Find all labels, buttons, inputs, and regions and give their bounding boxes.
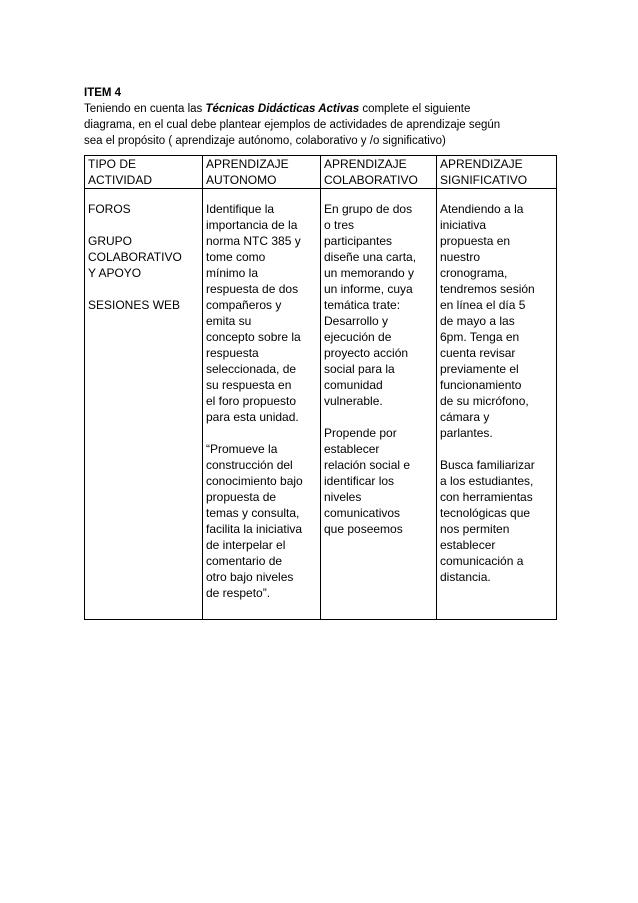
table-row [85,189,557,620]
cell-text-line: social para la [324,362,395,376]
cell-text-line: distancia. [440,570,491,584]
cell-text-line: previamente el [440,362,519,376]
cell-text-line: tendremos sesión [440,282,535,296]
cell-autonomo [203,189,321,620]
cell-colaborativo [321,189,437,620]
cell-text-line: ejecución de [324,330,392,344]
cell-text-line: de respeto”. [206,586,271,600]
intro-paragraph [84,101,556,149]
cell-text-line: un memorando y [324,266,415,280]
cell-text-line: con herramientas [440,490,533,504]
activity-foros: FOROS [88,202,131,216]
cell-tipo-actividad [85,189,203,620]
cell-text-line: conocimiento bajo [206,474,303,488]
significativo-paragraph-1 [440,201,554,441]
cell-text-line: emita su [206,314,252,328]
cell-text-line: concepto sobre la [206,330,301,344]
cell-text-line: diseñe una carta, [324,250,417,264]
cell-text-line: seleccionada, de [206,362,297,376]
cell-text-line: niveles [324,490,362,504]
cell-text-line: compañeros y [206,298,282,312]
autonomo-paragraph-2 [206,441,318,601]
header-aprendizaje-autonomo: APRENDIZAJE AUTONOMO [203,156,321,189]
cell-text-line: cámara y [440,410,490,424]
cell-text-line: a los estudiantes, [440,474,534,488]
cell-text-line: en línea el día 5 [440,298,526,312]
cell-text-line: construcción del [206,458,293,472]
cell-text-line: funcionamiento [440,378,522,392]
colaborativo-paragraph-1 [324,201,434,409]
cell-significativo [437,189,557,620]
colaborativo-paragraph-2 [324,425,434,537]
header-tipo-actividad: TIPO DE ACTIVIDAD [85,156,203,189]
cell-text-line: facilita la iniciativa [206,522,303,536]
cell-text-line: En grupo de dos [324,202,413,216]
cell-text-line: o tres [324,218,355,232]
cell-text-line: cuenta revisar [440,346,516,360]
intro-line-2: diagrama, en el cual debe plantear ejemplos de actividades de aprendizaje según [84,119,501,131]
cell-text-line: cronograma, [440,266,508,280]
cell-text-line: de interpelar el [206,538,286,552]
cell-text-line: temática trate: [324,298,401,312]
cell-text-line: un informe, cuya [324,282,413,296]
cell-text-line: nuestro [440,250,481,264]
cell-text-line: respuesta [206,346,259,360]
cell-text-line: establecer [324,442,380,456]
cell-text-line: proyecto acción [324,346,409,360]
activities-table [84,155,557,620]
cell-text-line: Identifique la [206,202,275,216]
cell-text-line: para esta unidad. [206,410,299,424]
cell-text-line: norma NTC 385 y [206,234,301,248]
cell-text-line: tome como [206,250,266,264]
autonomo-paragraph-1 [206,201,318,425]
cell-text-line: el foro propuesto [206,394,297,408]
cell-text-line: participantes [324,234,393,248]
cell-text-line: de mayo a las [440,314,515,328]
cell-text-line: comentario de [206,554,283,568]
cell-text-line: “Promueve la [206,442,278,456]
cell-text-line: comunicación a [440,554,524,568]
header-aprendizaje-significativo: APRENDIZAJE SIGNIFICATIVO [437,156,557,189]
activity-sesiones-web: SESIONES WEB [88,298,181,312]
header-aprendizaje-colaborativo: APRENDIZAJE COLABORATIVO [321,156,437,189]
cell-text-line: tecnológicas que [440,506,531,520]
cell-text-line: relación social e [324,458,411,472]
cell-text-line: importancia de la [206,218,298,232]
cell-text-line: comunidad [324,378,383,392]
significativo-paragraph-2 [440,457,554,585]
cell-text-line: mínimo la [206,266,259,280]
cell-text-line: su respuesta en [206,378,292,392]
intro-emphasis: Técnicas Didácticas Activas [205,103,360,115]
activity-grupo-line-2: COLABORATIVO [88,250,182,264]
cell-text-line: Atendiendo a la [440,202,524,216]
cell-text-line: propuesta de [206,490,277,504]
cell-text-line: parlantes. [440,426,493,440]
cell-text-line: Desarrollo y [324,314,389,328]
cell-text-line: establecer [440,538,496,552]
cell-text-line: Busca familiarizar [440,458,535,472]
activity-grupo-line-1: GRUPO [88,234,133,248]
cell-text-line: de su micrófono, [440,394,529,408]
cell-text-line: vulnerable. [324,394,383,408]
intro-line-3: sea el propósito ( aprendizaje autónomo, colaborativo y /o significativo) [84,135,446,147]
item-heading: ITEM 4 [84,87,122,99]
cell-text-line: que poseemos [324,522,403,536]
cell-text-line: nos permiten [440,522,510,536]
activity-grupo-line-3: Y APOYO [88,266,142,280]
cell-text-line: propuesta en [440,234,511,248]
cell-text-line: respuesta de dos [206,282,299,296]
intro-text-end: complete el siguiente [359,103,471,115]
cell-text-line: identificar los [324,474,395,488]
document-page [84,86,556,620]
cell-text-line: 6pm. Tenga en [440,330,520,344]
cell-text-line: otro bajo niveles [206,570,294,584]
cell-text-line: Propende por [324,426,397,440]
cell-text-line: iniciativa [440,218,487,232]
cell-text-line: comunicativos [324,506,401,520]
cell-text-line: temas y consulta, [206,506,300,520]
table-header-row [85,156,557,189]
intro-text-start: Teniendo en cuenta las [84,103,206,115]
